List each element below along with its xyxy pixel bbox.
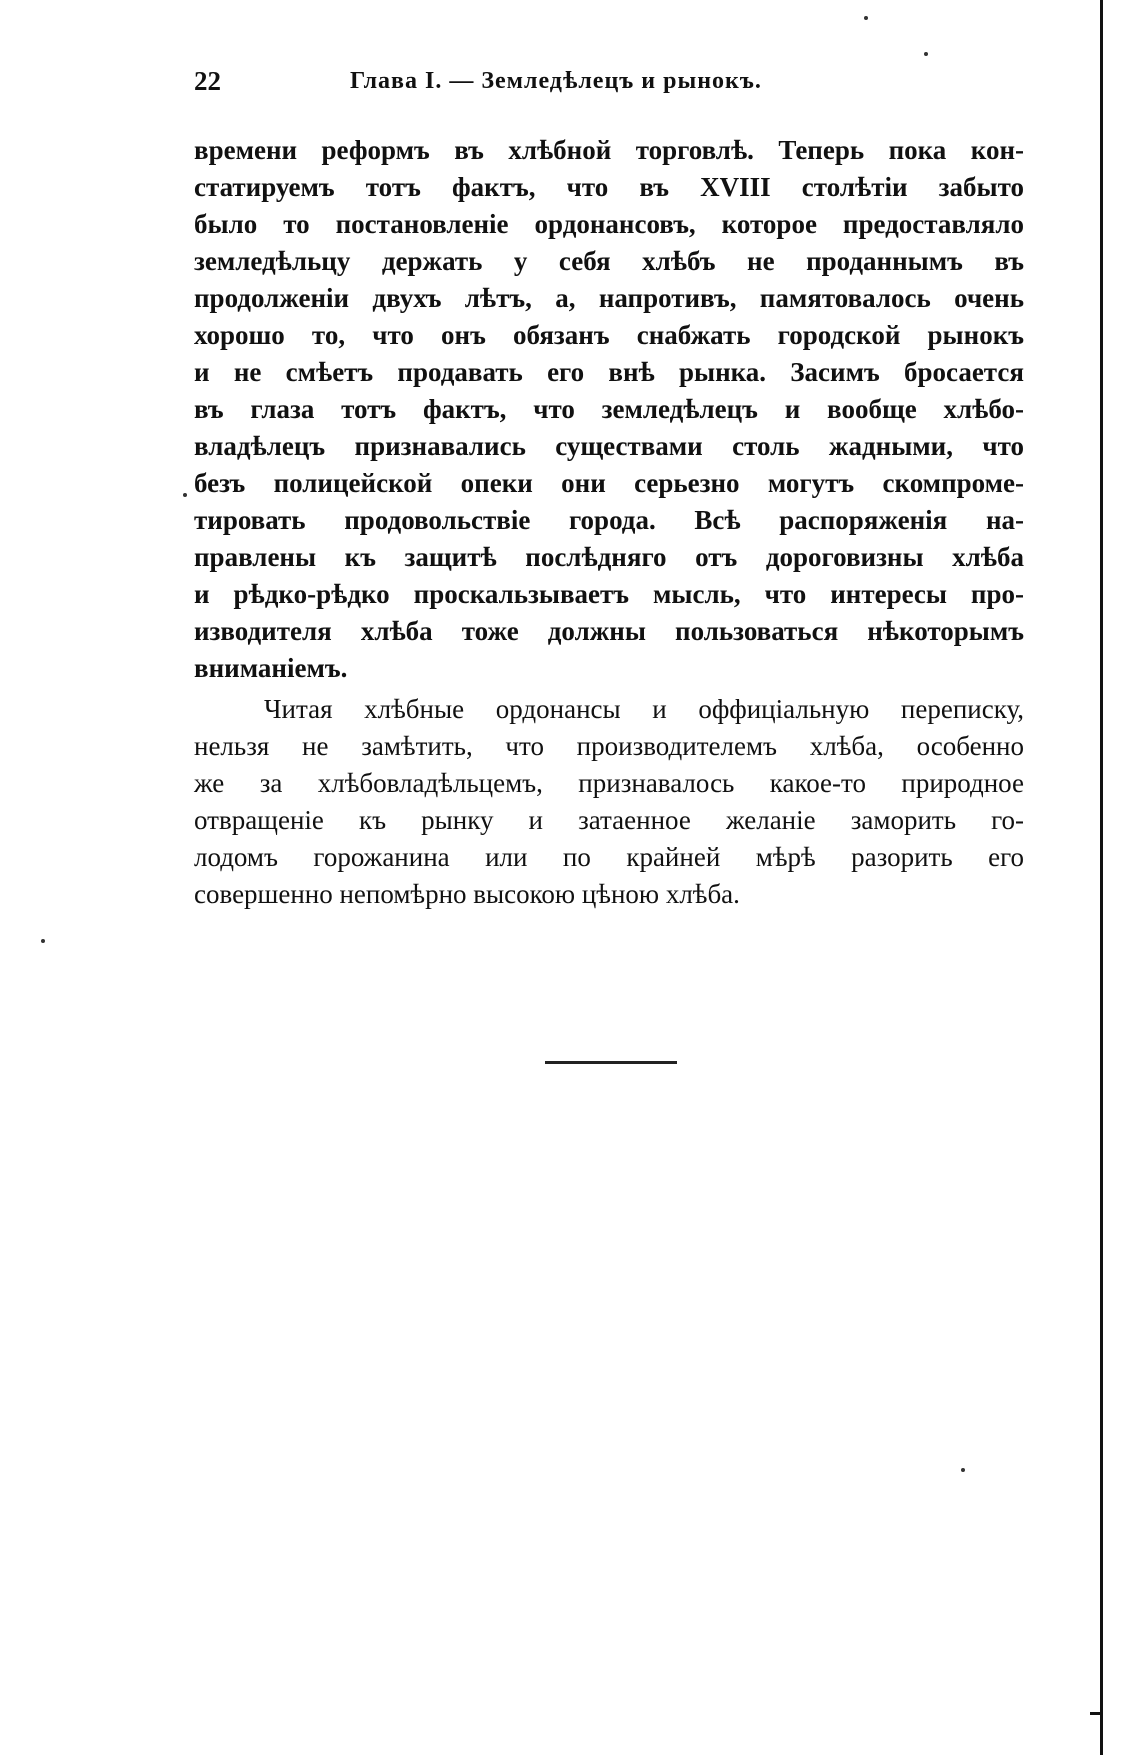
- running-head: [194, 66, 1024, 106]
- text-line: времени реформъ въ хлѣбной торговлѣ. Теперь пока кон-: [194, 135, 1024, 165]
- text-line: отвращеніе къ рынку и затаенное желаніе заморить го-: [194, 805, 1024, 835]
- text-line: совершенно непомѣрно высокою цѣною хлѣба.: [194, 879, 740, 909]
- text-line: безъ полицейской опеки они серьезно могутъ скомпроме-: [194, 468, 1024, 498]
- text-line: Читая хлѣбные ордонансы и оффиціальную переписку,: [264, 694, 1024, 724]
- text-line: было то постановленіе ордонансовъ, которое предоставляло: [194, 209, 1024, 239]
- text-line: земледѣльцу держать у себя хлѣбъ не проданнымъ въ: [194, 246, 1024, 276]
- page-edge-tick: [1090, 1712, 1102, 1715]
- page-number: 22: [194, 66, 221, 96]
- section-end-rule: [545, 1061, 677, 1064]
- text-line: продолженіи двухъ лѣтъ, а, напротивъ, памятовалось очень: [194, 283, 1024, 313]
- text-line: нельзя не замѣтить, что производителемъ хлѣба, особенно: [194, 731, 1024, 761]
- text-line: въ глаза тотъ фактъ, что земледѣлецъ и вообще хлѣбо-: [194, 394, 1024, 424]
- scan-speck: [183, 493, 187, 497]
- paragraph: [194, 691, 1024, 913]
- text-line: владѣлецъ признавались существами столь жадными, что: [194, 431, 1024, 461]
- scan-speck: [864, 16, 868, 20]
- chapter-title: Глава I. — Земледѣлецъ и рынокъ.: [350, 68, 762, 94]
- text-line: и не смѣетъ продавать его внѣ рынка. Засимъ бросается: [194, 357, 1024, 387]
- text-line: изводителя хлѣба тоже должны пользоваться нѣкоторымъ: [194, 616, 1024, 646]
- scan-speck: [924, 52, 928, 56]
- page-edge-line: [1100, 0, 1103, 1755]
- paragraph: [194, 132, 1024, 687]
- text-line: хорошо то, что онъ обязанъ снабжать городской рынокъ: [194, 320, 1024, 350]
- text-line: и рѣдко-рѣдко проскальзываетъ мысль, что интересы про-: [194, 579, 1024, 609]
- scan-speck: [41, 939, 45, 943]
- text-line: вниманіемъ.: [194, 653, 348, 683]
- body-text: [194, 132, 1024, 913]
- text-line: же за хлѣбовладѣльцемъ, признавалось какое-то природное: [194, 768, 1024, 798]
- text-line: лодомъ горожанина или по крайней мѣрѣ разорить его: [194, 842, 1024, 872]
- text-line: статируемъ тотъ фактъ, что въ XVIII столѣтіи забыто: [194, 172, 1024, 202]
- text-line: правлены къ защитѣ послѣдняго отъ дороговизны хлѣба: [194, 542, 1024, 572]
- text-line: тировать продовольствіе города. Всѣ распоряженія на-: [194, 505, 1024, 535]
- scan-speck: [961, 1468, 965, 1472]
